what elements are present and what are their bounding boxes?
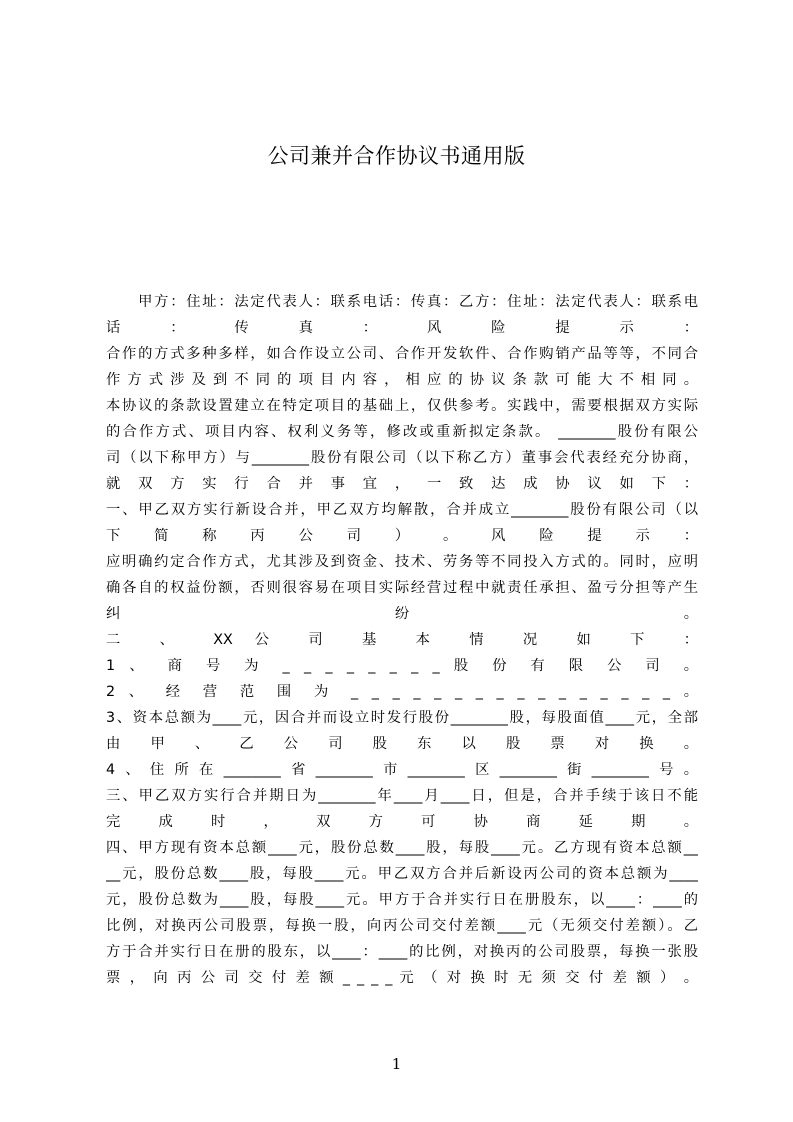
body-line-3: 合作的方式多种多样，如合作设立公司、合作开发软件、合作购销产品等等，不同合	[106, 346, 698, 362]
body-line-1: 甲方：住址：法定代表人：联系电话：传真：乙方：住址：法定代表人：联系电	[106, 294, 698, 310]
body-line-10: 下 简 称 丙 公 司 ） 。 风 险 提 示 ：	[106, 528, 698, 544]
body-line-25: 比例，对换丙公司股票，每换一股，向丙公司交付差额____元（无须交付差额）。乙	[106, 918, 698, 934]
body-line-24: 元，股份总数为____股，每股____元。甲方于合并实行日在册股东，以____：____的	[106, 892, 698, 908]
body-line-23: __元，股份总数____股，每股____元。甲乙双方合并后新设丙公司的资本总额为____	[106, 866, 698, 882]
body-line-5: 本协议的条款设置建立在特定项目的基础上，仅供参考。实践中，需要根据双方实际	[106, 398, 698, 414]
body-line-20: 三、甲乙双方实行合并期日为________年____月____日，但是，合并手续于该日不能	[106, 788, 698, 804]
body-line-13: 纠 纷 。	[106, 606, 698, 622]
document-body	[106, 289, 698, 991]
body-line-9: 一、甲乙双方实行新设合并，甲乙双方均解散，合并成立________股份有限公司（以	[106, 502, 698, 518]
body-line-16: 2 、 经 营 范 围 为 _ _ _ _ _ _ _ _ _ _ _ _ _ _ _ _ 。	[106, 684, 698, 700]
body-line-7: 司（以下称甲方）与________股份有限公司（以下称乙方）董事会代表经充分协商，	[106, 450, 698, 466]
body-line-8: 就 双 方 实 行 合 并 事 宜 ， 一 致 达 成 协 议 如 下 ：	[106, 476, 698, 492]
body-line-27: 票 ， 向 丙 公 司 交 付 差 额 _ _ _ _ 元 （ 对 换 时 无 须 交 付 差 额 ） 。	[106, 970, 698, 986]
body-line-21: 完 成 时 ， 双 方 可 协 商 延 期 。	[106, 814, 698, 830]
document-title: 公司兼并合作协议书通用版	[267, 144, 526, 168]
body-line-18: 由 甲 、 乙 公 司 股 东 以 股 票 对 换 。	[106, 736, 698, 752]
body-line-17: 3、资本总额为____元，因合并而设立时发行股份________股，每股面值____元，全部	[106, 710, 698, 726]
body-line-22: 四、甲方现有资本总额____元，股份总数____股，每股____元。乙方现有资本总额__	[106, 840, 698, 856]
body-line-6: 的合作方式、项目内容、权利义务等，修改或重新拟定条款。 ________股份有限公	[106, 424, 698, 440]
body-line-14: 二 、 XX 公 司 基 本 情 况 如 下 ：	[106, 632, 698, 648]
page-number: 1	[391, 1055, 402, 1073]
body-line-4: 作 方 式 涉 及 到 不 同 的 项 目 内 容 ， 相 应 的 协 议 条 款 可 能 大 不 相 同 。	[106, 372, 698, 388]
body-line-2: 话 ： 传 真 ： 风 险 提 示 ：	[106, 320, 698, 336]
body-line-12: 确各自的权益份额，否则很容易在项目实际经营过程中就责任承担、盈亏分担等产生	[106, 580, 698, 596]
body-line-26: 方于合并实行日在册的股东，以____：____的比例，对换丙的公司股票，每换一张股	[106, 944, 698, 960]
body-line-15: 1 、 商 号 为 _ _ _ _ _ _ _ _ 股 份 有 限 公 司 。	[106, 658, 698, 674]
body-line-19: 4、住所在________省________市________区________街________号。	[106, 762, 698, 778]
body-line-11: 应明确约定合作方式，尤其涉及到资金、技术、劳务等不同投入方式的。同时，应明	[106, 554, 698, 570]
